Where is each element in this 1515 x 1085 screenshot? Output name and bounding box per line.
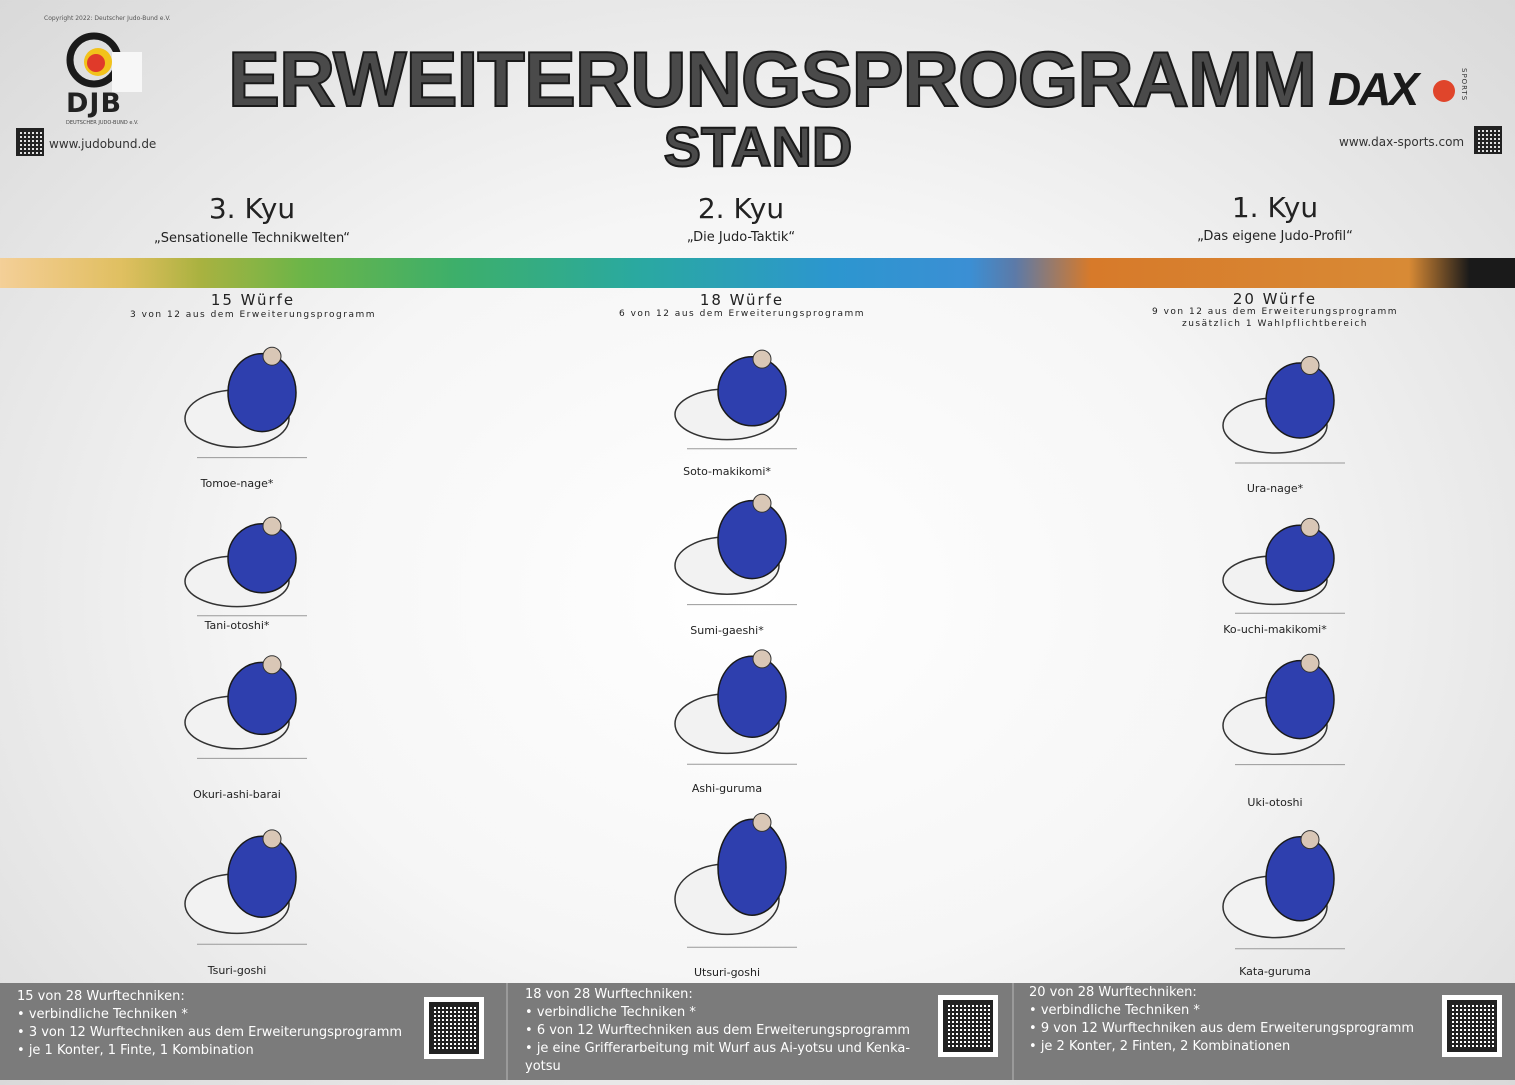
footer-list-item: • 3 von 12 Wurftechniken aus dem Erweiterungsprogramm	[17, 1025, 403, 1040]
judo-throw-figure-icon	[177, 510, 327, 625]
technique-illustration	[1200, 820, 1380, 960]
footer-divider	[1012, 983, 1014, 1080]
kyu-1-motto: „Das eigene Judo-Profil“	[1197, 229, 1353, 244]
kyu-1-throw-count: 20 Würfe	[1232, 290, 1318, 308]
judo-throw-figure-icon	[667, 800, 817, 960]
technique-label: Kata-guruma	[1239, 965, 1311, 978]
judo-throw-figure-icon	[1215, 512, 1365, 622]
kyu-2-motto: „Die Judo-Taktik“	[686, 230, 796, 245]
judo-throw-figure-icon	[667, 640, 817, 775]
footer-list-item: • verbindliche Techniken *	[1029, 1003, 1200, 1018]
djb-url-link[interactable]: www.judobund.de	[49, 137, 157, 151]
page-title: ERWEITERUNGSPROGRAMM	[228, 35, 1316, 123]
footer-list-item: • je 1 Konter, 1 Finte, 1 Kombination	[17, 1043, 254, 1058]
kyu-1-throw-note-extra: zusätzlich 1 Wahlpflichtbereich	[1181, 319, 1369, 329]
dax-url-link[interactable]: www.dax-sports.com	[1339, 135, 1465, 149]
judo-throw-figure-icon	[1215, 348, 1365, 473]
technique-illustration	[162, 338, 342, 468]
dax-logo-dot-icon	[1433, 80, 1455, 102]
footer-kyu-1-qr-code[interactable]	[1442, 995, 1502, 1057]
footer-list-item: • je 2 Konter, 2 Finten, 2 Kombinationen	[1029, 1039, 1291, 1054]
technique-label: Ura-nage*	[1246, 482, 1304, 495]
footer-list-item: • verbindliche Techniken *	[525, 1005, 696, 1020]
kyu-3-title: 3. Kyu	[208, 192, 296, 225]
technique-label: Tani-otoshi*	[204, 619, 270, 632]
technique-illustration	[1200, 348, 1380, 473]
kyu-2-throw-note: 6 von 12 aus dem Erweiterungsprogramm	[619, 309, 865, 319]
kyu-1-throw-note: 9 von 12 aus dem Erweiterungsprogramm	[1152, 307, 1398, 317]
technique-label: Utsuri-goshi	[693, 966, 761, 979]
footer-kyu-1	[1029, 983, 1439, 1081]
technique-illustration	[162, 648, 342, 768]
footer-list-item: • je eine Grifferarbeitung mit Wurf aus Ai-yotsu und Kenka-yotsu	[525, 1041, 911, 1074]
kyu-3-throw-count: 15 Würfe	[210, 291, 296, 309]
copyright-notice: Copyright 2022: Deutscher Judo-Bund e.V.	[44, 15, 171, 22]
djb-qr-code[interactable]	[16, 128, 44, 156]
footer-list-item: • verbindliche Techniken *	[17, 1007, 188, 1022]
technique-illustration	[652, 800, 832, 960]
technique-illustration	[652, 640, 832, 775]
technique-label: Soto-makikomi*	[683, 465, 771, 478]
footer-kyu-2-heading: 18 von 28 Wurftechniken:	[525, 987, 693, 1002]
judo-throw-figure-icon	[177, 338, 327, 468]
technique-illustration	[162, 820, 342, 955]
footer-kyu-2	[525, 983, 935, 1083]
footer-kyu-2-qr-code[interactable]	[938, 995, 998, 1057]
technique-illustration	[1200, 645, 1380, 775]
technique-label: Uki-otoshi	[1247, 796, 1303, 809]
technique-illustration	[162, 510, 342, 625]
color-gradient-band	[0, 258, 1515, 288]
technique-label: Ashi-guruma	[691, 782, 763, 795]
footer-list-item: • 6 von 12 Wurftechniken aus dem Erweiterungsprogramm	[525, 1023, 911, 1038]
footer-kyu-1-heading: 20 von 28 Wurftechniken:	[1029, 985, 1197, 1000]
dax-sports-label: SPORTS	[1460, 68, 1468, 102]
technique-label: Tsuri-goshi	[207, 964, 267, 977]
footer-kyu-3	[17, 983, 417, 1085]
footer-divider	[506, 983, 508, 1080]
color-band-fade	[0, 258, 200, 288]
technique-illustration	[1200, 512, 1380, 622]
judo-throw-figure-icon	[667, 343, 817, 458]
kyu-3-motto: „Sensationelle Technikwelten“	[153, 231, 351, 246]
judo-throw-figure-icon	[177, 820, 327, 955]
djb-logo-text: DJB	[66, 88, 123, 119]
technique-label: Okuri-ashi-barai	[193, 788, 281, 801]
technique-label: Ko-uchi-makikomi*	[1223, 623, 1327, 636]
technique-illustration	[652, 485, 832, 615]
dax-logo: DAX	[1328, 63, 1417, 115]
footer-kyu-3-qr-code[interactable]	[424, 997, 484, 1059]
kyu-1-title: 1. Kyu	[1231, 191, 1319, 224]
kyu-3-throw-note: 3 von 12 aus dem Erweiterungsprogramm	[130, 310, 376, 320]
judo-throw-figure-icon	[667, 485, 817, 615]
judo-throw-figure-icon	[177, 648, 327, 768]
judo-throw-figure-icon	[1215, 820, 1365, 960]
kyu-2-throw-count: 18 Würfe	[699, 291, 785, 309]
kyu-2-title: 2. Kyu	[697, 192, 785, 225]
dax-qr-code[interactable]	[1474, 126, 1502, 154]
judo-throw-figure-icon	[1215, 645, 1365, 775]
technique-label: Tomoe-nage*	[200, 477, 274, 490]
technique-illustration	[652, 343, 832, 458]
footer-kyu-3-heading: 15 von 28 Wurftechniken:	[17, 989, 185, 1004]
djb-subtext: DEUTSCHER JUDO-BUND e.V.	[66, 120, 139, 126]
footer-list-item: • 9 von 12 Wurftechniken aus dem Erweiterungsprogramm	[1029, 1021, 1415, 1036]
technique-label: Sumi-gaeshi*	[690, 624, 764, 637]
page-subtitle: STAND	[663, 115, 853, 178]
